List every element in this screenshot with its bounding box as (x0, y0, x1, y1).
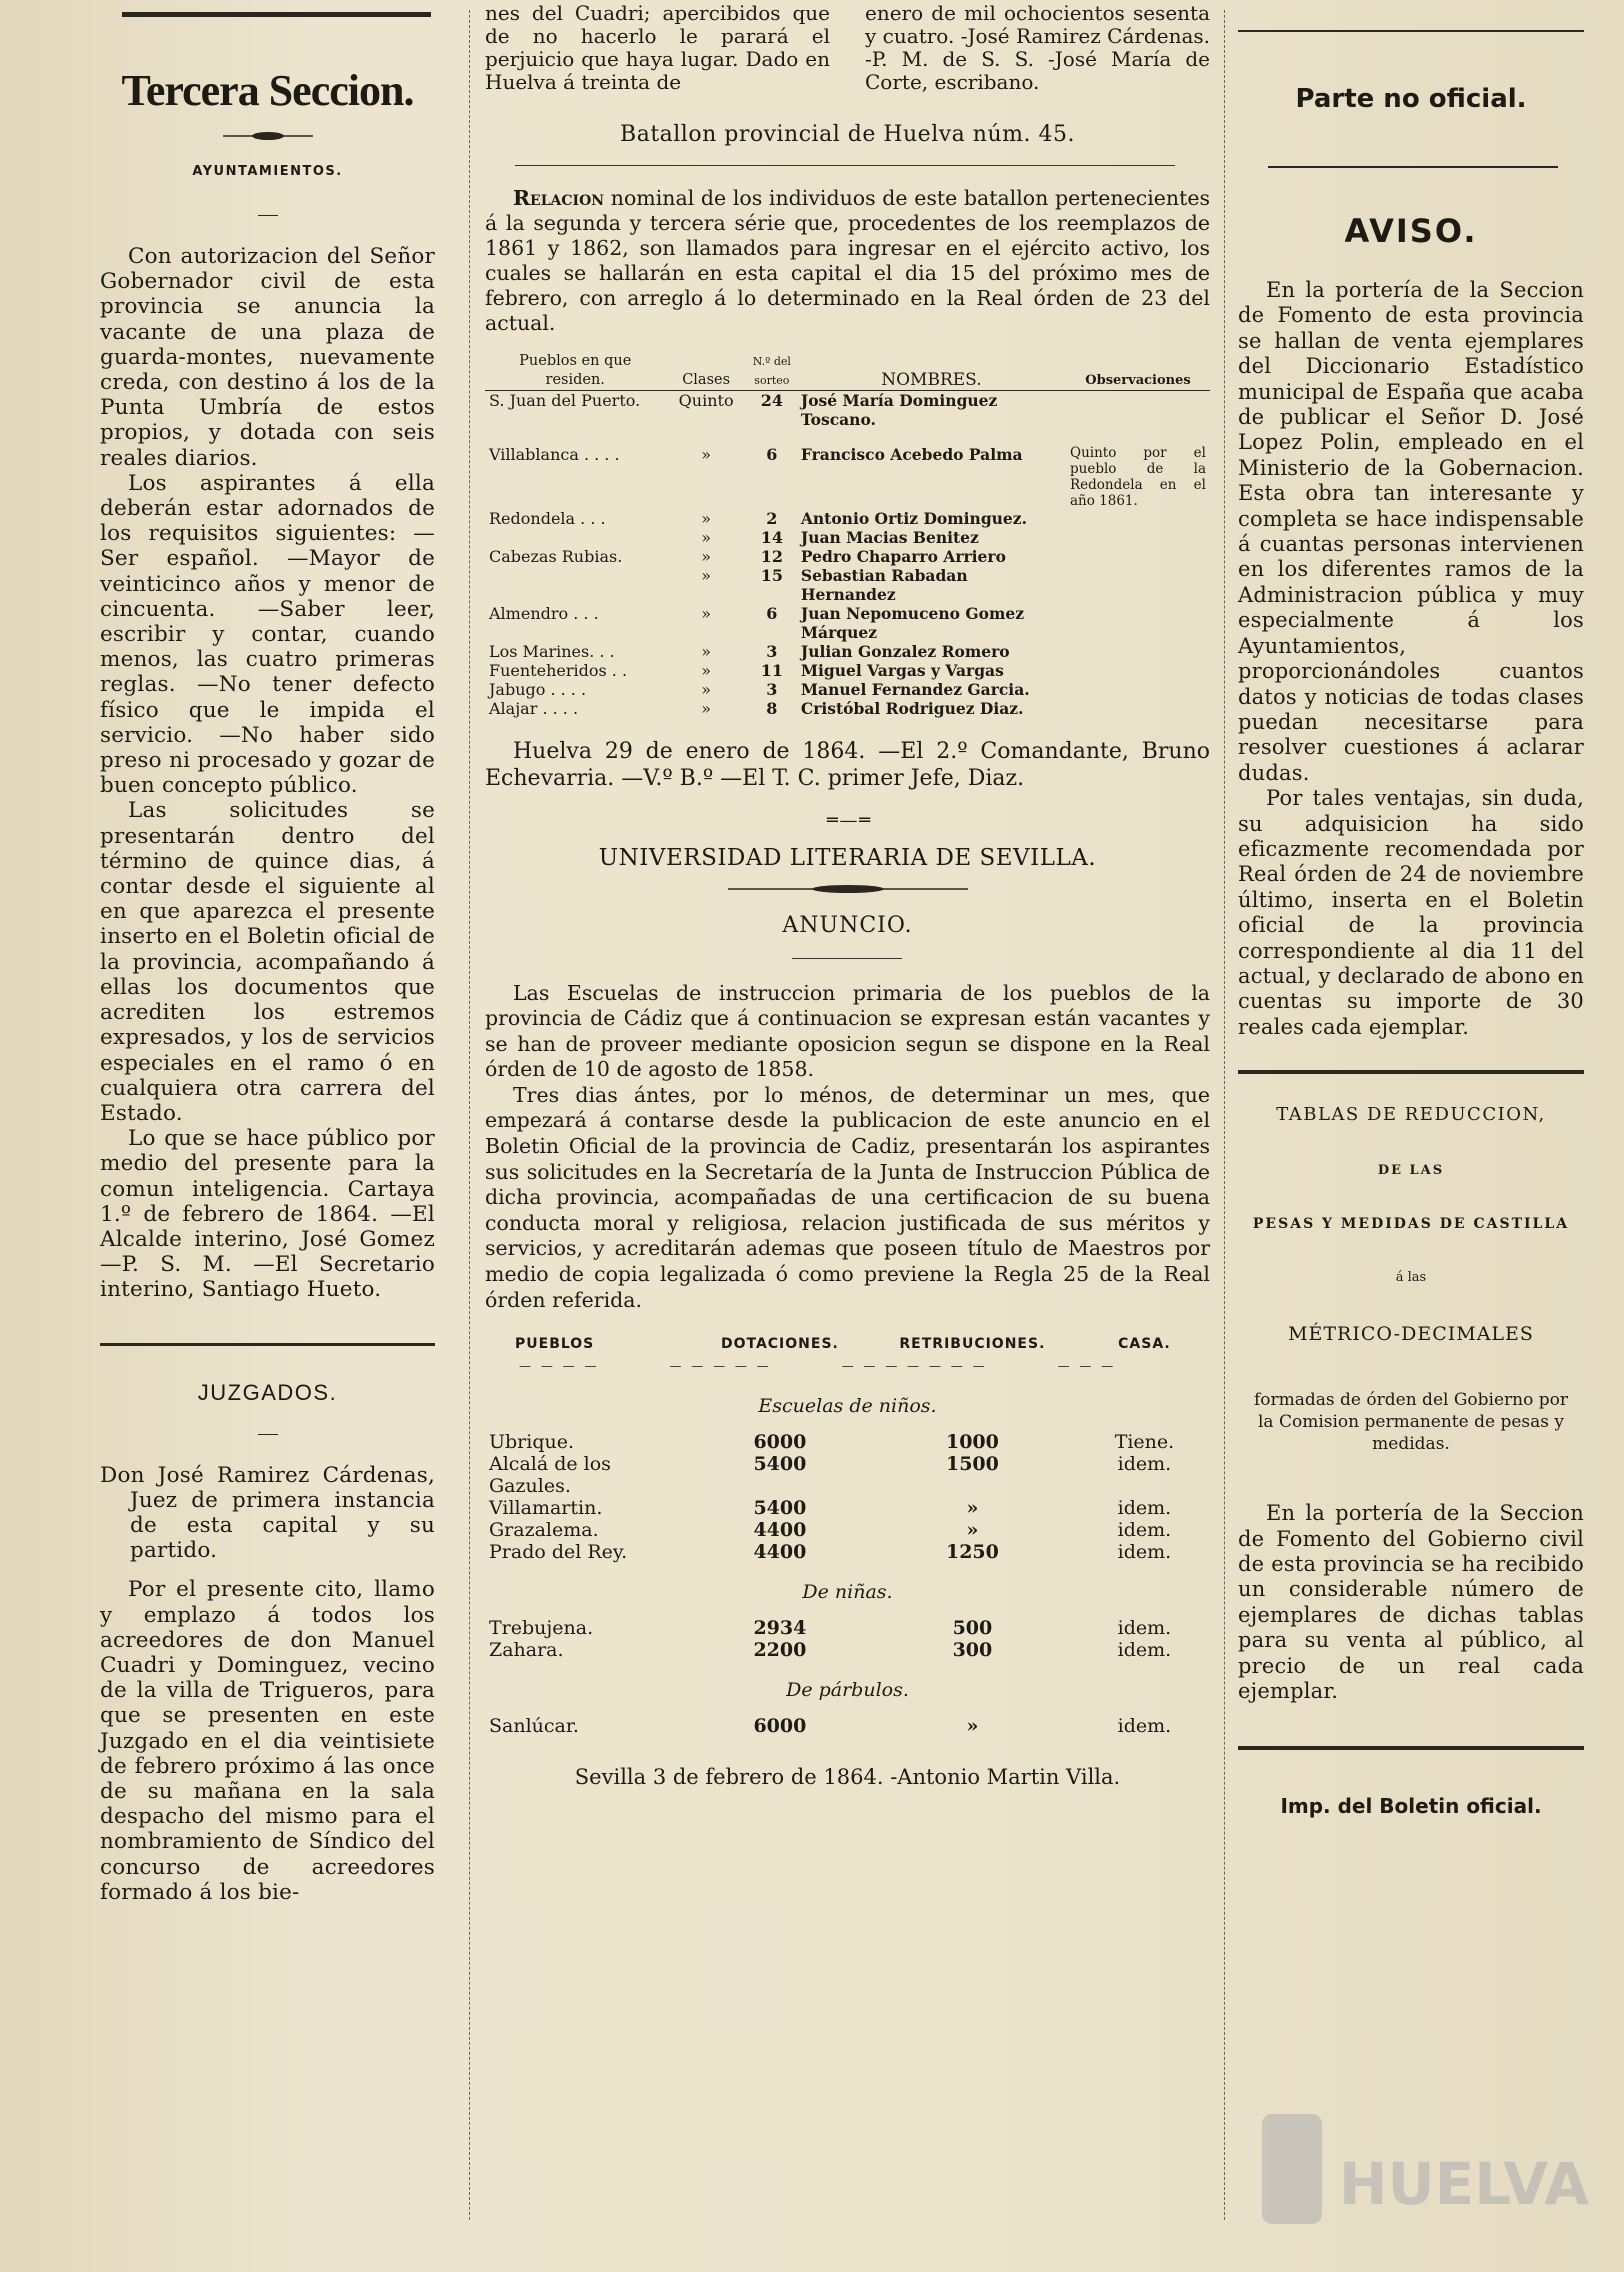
table-cell-num: 12 (760, 546, 783, 566)
paragraph: enero de mil ochocientos sesenta y cuatro. -José Ramirez Cárdenas. -P. M. de S. S. -José María de Corte, escribano. (865, 1, 1210, 94)
table-cell: » (966, 1519, 979, 1542)
table-cell: idem. (1117, 1617, 1172, 1640)
col-header: NOMBRES. (797, 352, 1066, 391)
relacion-paragraph (485, 186, 1210, 336)
top-rule (122, 12, 431, 17)
paragraph: Con autorizacion del Señor Gobernador civil de esta provincia se anuncia la vacante de una plaza de guarda-montes, nuevamente creda, con destino á los de la Punta Umbría de estos propios, y dotada con seis reales diarios. (100, 244, 435, 471)
table-cell: 1500 (945, 1453, 999, 1476)
table-row (485, 1639, 1210, 1661)
table-cell: » (966, 1497, 979, 1520)
table-cell: 5400 (753, 1453, 807, 1476)
table-row (485, 1617, 1210, 1639)
table-cell: Trebujena. (489, 1617, 594, 1640)
table-cell: Sanlúcar. (489, 1715, 579, 1738)
table-row (485, 547, 1210, 566)
col-header: N.º del sorteo (747, 352, 797, 391)
table-cell-num: 3 (766, 679, 778, 699)
table-cell-nombre: Sebastian Rabadan Hernandez (800, 565, 968, 604)
double-dash-ornament: ═ — ═ (826, 809, 869, 831)
paragraph: En la portería de la Seccion de Fomento del Gobierno civil de esta provincia se ha recibido un considerable número de ejemplares de dichas tablas para su venta al público, al precio de un real cada ejemplar. (1238, 1501, 1584, 1704)
table-row (485, 680, 1210, 699)
table-row (485, 642, 1210, 661)
table-cell-nombre: Juan Nepomuceno Gomez Márquez (800, 603, 1025, 642)
tablas-title: PESAS Y MEDIDAS DE CASTILLA (1252, 1216, 1570, 1233)
table-cell-pueblo: Fuenteheridos . . (489, 660, 628, 680)
table-row (485, 1497, 1210, 1519)
table-cell-obs (1066, 680, 1210, 699)
table-cell-num: 8 (766, 698, 778, 718)
header-dashes: — — — — — — — — — — — — — — — — — — — (519, 1359, 1117, 1374)
group-title: De párbulos. (786, 1679, 909, 1702)
table-cell: 1250 (945, 1541, 999, 1564)
table-cell-clase: » (701, 508, 712, 528)
table-cell-nombre: José María Dominguez Toscano. (800, 391, 998, 429)
col-header: PUEBLOS (515, 1336, 595, 1353)
section-rule (1238, 1070, 1584, 1074)
table-cell-obs (1066, 566, 1210, 604)
schools-table (485, 1333, 1210, 1737)
table-cell-nombre: Juan Macias Benitez (800, 527, 979, 547)
table-cell-num: 6 (766, 603, 778, 623)
column-left (100, 0, 435, 2232)
table-cell: 4400 (753, 1519, 807, 1542)
table-cell-obs: Quinto por el pueblo de la Redondela en el año 1861. (1070, 444, 1206, 509)
table-cell: 500 (952, 1617, 993, 1640)
section-rule (1268, 166, 1558, 168)
watermark-text: HUELVA (1339, 2150, 1590, 2218)
table-cell: 300 (952, 1639, 993, 1662)
table-row (485, 528, 1210, 547)
column-right (1238, 0, 1584, 2232)
group-title: Escuelas de niños. (758, 1395, 937, 1418)
paragraph: Por el presente cito, llamo y emplazo á todos los acreedores de don Manuel Cuadri y Dominguez, vecino de la villa de Trigueros, para que se presenten en este Juzgado en el dia veintisiete de febrero próximo á las once de su mañana en la sala despacho del mismo para el nombramiento de Síndico del concurso de acreedores formado á los bie- (100, 1577, 435, 1905)
table-cell: 6000 (753, 1715, 807, 1738)
ornament-divider (223, 130, 313, 142)
parte-heading: Parte no oficial. (1295, 84, 1527, 114)
table-cell-num: 6 (766, 444, 778, 464)
col-header: Pueblos en que residen. (485, 352, 665, 391)
table-cell-clase: » (701, 641, 712, 661)
column-center (485, 0, 1210, 2232)
table-cell: 1000 (945, 1431, 999, 1454)
table-cell: idem. (1117, 1541, 1172, 1564)
table-cell-nombre: Antonio Ortiz Dominguez. (800, 508, 1027, 528)
table-row (485, 1715, 1210, 1737)
table-cell: idem. (1117, 1497, 1172, 1520)
table-cell: idem. (1117, 1453, 1172, 1476)
table-cell: 4400 (753, 1541, 807, 1564)
table-cell: Ubrique. (489, 1431, 575, 1454)
table-row (485, 1453, 1210, 1497)
table-cell-clase: » (701, 565, 712, 585)
section-title: Tercera Seccion. (121, 66, 414, 115)
judge-heading: Don José Ramirez Cárdenas, Juez de primera instancia de esta capital y su partido. (100, 1462, 435, 1564)
table-cell-clase: Quinto (678, 391, 734, 410)
table-cell-nombre: Francisco Acebedo Palma (800, 444, 1023, 464)
section-rule (100, 1343, 435, 1346)
table-cell-nombre: Manuel Fernandez Garcia. (800, 679, 1030, 699)
batallon-heading: Batallon provincial de Huelva núm. 45. (620, 122, 1075, 147)
table-cell-obs (1066, 642, 1210, 661)
table-row (485, 661, 1210, 680)
short-rule (792, 958, 902, 959)
paragraph: Las solicitudes se presentarán dentro del término de quince dias, á contar desde el siguiente al en que aparezca el presente inserto en el Boletin oficial de la provincia, acompañando á ellas los documentos que acrediten los estremos expresados, y los de servicios especiales en el ramo ó en cualquiera otra carrera del Estado. (100, 798, 435, 1126)
table-cell-pueblo: Cabezas Rubias. (489, 546, 623, 566)
table-cell-pueblo: Los Marines. . . (489, 641, 615, 661)
table-cell-num: 11 (760, 660, 783, 680)
table-cell-obs (1066, 528, 1210, 547)
table-cell-pueblo: Almendro . . . (489, 603, 599, 623)
table-cell: Zahara. (489, 1639, 564, 1662)
table-cell-obs (1066, 391, 1210, 445)
imprenta: Imp. del Boletin oficial. (1280, 1794, 1542, 1819)
table-cell-pueblo: Jabugo . . . . (489, 679, 587, 699)
section-rule (1238, 1746, 1584, 1750)
table-cell-num: 15 (760, 565, 783, 585)
table-row (485, 566, 1210, 604)
col-header: Observaciones (1066, 352, 1210, 391)
archive-watermark (1254, 2084, 1590, 2244)
paragraph: Tres dias ántes, por lo ménos, de determinar un mes, que empezará á contarse desde la publicacion de este anuncio en el Boletin Oficial de la provincia de Cadiz, presentarán los aspirantes sus solicitudes en la Secretaría de la Junta de Instruccion Pública de dicha provincia, acompañadas de una certificacion de su buena conducta moral y religiosa, relacion justificada de sus méritos y servicios, y acreditarán ademas que poseen título de Maestros por medio de copia legalizada ó como previene la Regla 25 de la Real órden referida. (485, 1082, 1210, 1312)
table-cell: Villamartin. (489, 1497, 603, 1520)
table-cell-clase: » (701, 527, 712, 547)
table-cell: 6000 (753, 1431, 807, 1454)
table-cell: » (966, 1715, 979, 1738)
table-cell-clase: » (701, 679, 712, 699)
table-cell-pueblo: Redondela . . . (489, 508, 606, 528)
table-cell: 2934 (753, 1617, 807, 1640)
table-cell-clase: » (701, 603, 712, 623)
table-cell-clase: » (701, 698, 712, 718)
top-rule (1238, 30, 1584, 32)
tablas-title: á las (1395, 1270, 1427, 1286)
table-row (485, 1519, 1210, 1541)
table-cell-num: 2 (766, 508, 778, 528)
soldiers-table (485, 352, 1210, 718)
table-cell: Alcalá de los Gazules. (489, 1453, 611, 1498)
table-cell-obs (1066, 661, 1210, 680)
universidad-heading: UNIVERSIDAD LITERARIA DE SEVILLA. (598, 844, 1097, 871)
col-header: Clases (665, 352, 746, 391)
table-cell: Grazalema. (489, 1519, 599, 1542)
table-cell: idem. (1117, 1639, 1172, 1662)
relacion-text: nominal de los individuos de este batallon pertenecientes á la segunda y tercera série que, procedentes de los reemplazos de 1861 y 1862, son llamados para ingresar en el ejército activo, los cuales se hallarán en esta capital el dia 15 del próximo mes de febrero, con arreglo á lo determinado en la Real órden de 23 del actual. (485, 186, 1210, 335)
table-cell-num: 24 (760, 391, 783, 410)
table-row (485, 604, 1210, 642)
table-cell-obs (1066, 604, 1210, 642)
table-cell-nombre: Julian Gonzalez Romero (800, 641, 1010, 661)
table-cell-num: 14 (760, 527, 783, 547)
table-cell-nombre: Pedro Chaparro Arriero (800, 546, 1006, 566)
paragraph: Lo que se hace público por medio del presente para la comun inteligencia. Cartaya 1.º de febrero de 1864. —El Alcalde interino, José Gomez —P. S. M. —El Secretario interino, Santiago Hueto. (100, 1126, 435, 1303)
column-divider (1224, 10, 1225, 2220)
table-row (485, 1431, 1210, 1453)
paragraph: Los aspirantes á ella deberán estar adornados de los requisitos siguientes: —Ser español. —Mayor de veinticinco años y menor de cincuenta. —Saber leer, escribir y contar, cuando menos, las cuatro primeras reglas. —No tener defecto físico que le impida el servicio. —No haber sido preso ni procesado y gozar de buen concepto público. (100, 470, 435, 799)
paragraph: Las Escuelas de instruccion primaria de los pueblos de la provincia de Cádiz que á continuacion se expresan están vacantes y se han de proveer mediante oposicion segun se dispone en la Real órden de 10 de agosto de 1858. (485, 980, 1210, 1082)
table-cell-num: 3 (766, 641, 778, 661)
tablas-title: DE LAS (1377, 1163, 1445, 1179)
table-row (485, 509, 1210, 528)
tablas-title: TABLAS DE REDUCCION, (1276, 1104, 1546, 1126)
section-rule (515, 165, 1175, 166)
table-cell-obs (1066, 509, 1210, 528)
col-header: CASA. (1118, 1336, 1171, 1353)
table-cell-nombre: Miguel Vargas y Vargas (800, 660, 1004, 680)
table-row (485, 1541, 1210, 1563)
table-row (485, 699, 1210, 718)
table-cell: idem. (1117, 1715, 1172, 1738)
paragraph: En la portería de la Seccion de Fomento de esta provincia se hallan de venta ejemplares del Diccionario Estadístico municipal de España que acaba de publicar el Señor D. José Lopez Polin, empleado en el Ministerio de la Gobernacion. Esta obra tan interesante y completa se hace indispensable á cuantas personas intervienen en los diferentes ramos de la Administracion pública y muy especialmente á los Ayuntamientos, proporcionándoles cuantos datos y noticias de todas clases puedan necesitarse para resolver cuestiones á aclarar dudas. (1238, 278, 1584, 785)
tablas-title: MÉTRICO-DECIMALES (1288, 1323, 1534, 1346)
tablas-subtitle: formadas de órden del Gobierno por la Comision permanente de pesas y medidas. (1254, 1390, 1568, 1455)
table-cell: Prado del Rey. (489, 1541, 628, 1564)
table-cell-clase: » (701, 546, 712, 566)
table-cell-obs (1066, 547, 1210, 566)
col-header: RETRIBUCIONES. (899, 1336, 1046, 1353)
huelva-signature: Huelva 29 de enero de 1864. —El 2.º Comandante, Bruno Echevarria. —V.º B.º —El T. C. primer Jefe, Diaz. (485, 738, 1210, 791)
sevilla-signature: Sevilla 3 de febrero de 1864. -Antonio Martin Villa. (574, 1765, 1121, 1790)
paragraph: Por tales ventajas, sin duda, su adquisicion ha sido eficazmente recomendada por Real órden de 24 de noviembre último, inserta en el Boletin oficial de la provincia correspondiente al dia 11 del actual, y declarado de abono en cuentas su importe de 30 reales cada ejemplar. (1238, 786, 1584, 1039)
table-row (485, 445, 1210, 509)
table-cell: 2200 (753, 1639, 807, 1662)
juzgados-heading: JUZGADOS. (197, 1379, 338, 1405)
table-cell: Tiene. (1114, 1431, 1175, 1454)
ornament-divider (728, 883, 968, 895)
table-cell-clase: » (701, 444, 712, 464)
table-cell-clase: » (701, 660, 712, 680)
group-title: De niñas. (802, 1581, 893, 1604)
table-cell-pueblo: S. Juan del Puerto. (489, 391, 641, 410)
ayuntamientos-heading: AYUNTAMIENTOS. (192, 164, 343, 179)
short-dash (258, 215, 278, 216)
table-row (485, 391, 1210, 445)
table-cell-obs (1066, 699, 1210, 718)
table-cell-pueblo (485, 566, 665, 604)
table-cell-nombre: Cristóbal Rodriguez Diaz. (800, 698, 1024, 718)
relacion-lead: Relacion (513, 186, 605, 210)
table-cell-pueblo: Alajar . . . . (489, 698, 579, 718)
short-dash (258, 1434, 278, 1435)
anuncio-heading: ANUNCIO. (782, 912, 913, 938)
table-cell-pueblo: Villablanca . . . . (489, 444, 620, 464)
table-cell: 5400 (753, 1497, 807, 1520)
table-cell: idem. (1117, 1519, 1172, 1542)
table-cell-pueblo (485, 528, 665, 547)
column-divider (469, 10, 470, 2220)
col-header: DOTACIONES. (720, 1336, 839, 1353)
aviso-heading: AVISO. (1344, 212, 1478, 250)
paragraph: nes del Cuadri; apercibidos que de no hacerlo le parará el perjuicio que haya lugar. Dado en Huelva á treinta de (485, 1, 830, 94)
